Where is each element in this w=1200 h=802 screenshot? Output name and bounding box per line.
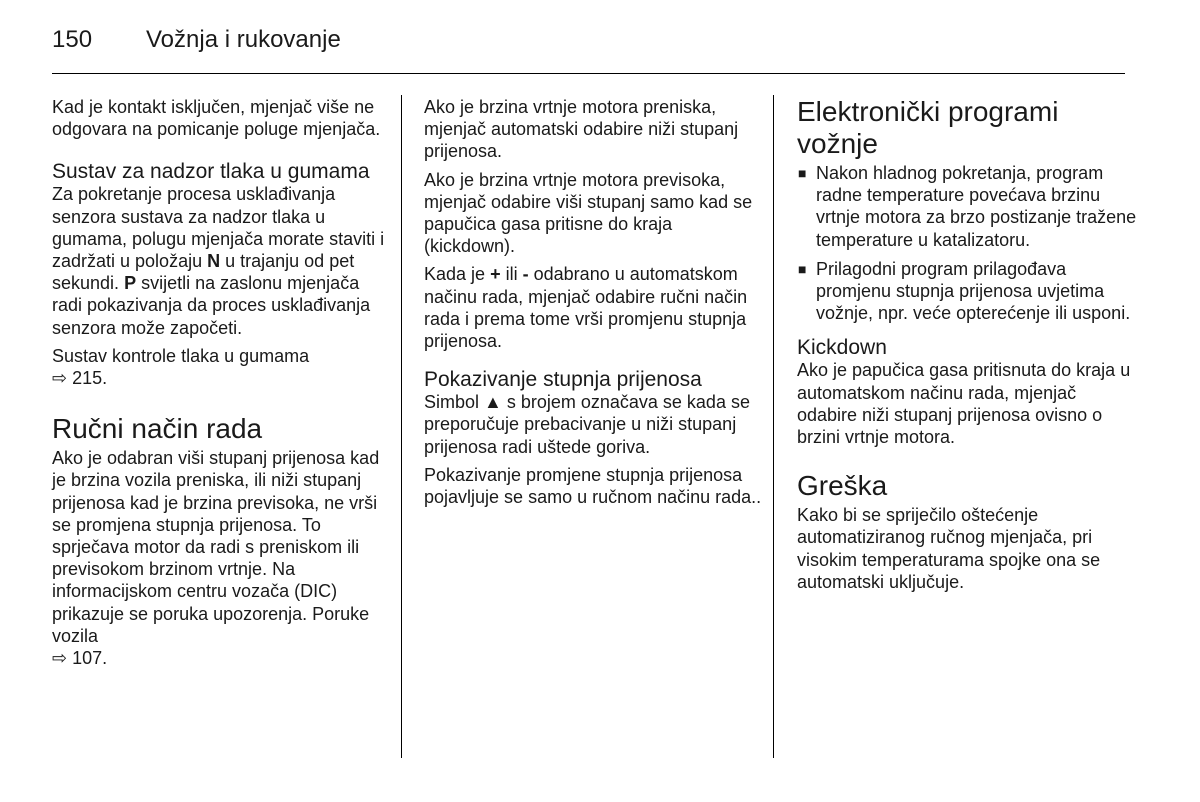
- column-left: [52, 96, 392, 675]
- tpms-text-a: Za pokretanje procesa usklađivanja senzora sustava za nadzor tlaka u gumama, polugu mjenjača morate staviti i zadržati u položaju: [52, 184, 385, 272]
- square-bullet-icon: ■: [798, 165, 807, 181]
- p3-text-c: odabrano u automatskom načinu rada, mjenjač odabire ručni način rada i prema tome vrši promjenu stupnja prijenosa.: [424, 264, 748, 352]
- minus-symbol: -: [522, 264, 529, 285]
- page-number: 150: [52, 26, 93, 53]
- gear-indication-heading: Pokazivanje stupnja prijenosa: [424, 368, 702, 392]
- list-item: [797, 258, 1137, 325]
- plus-minus-paragraph: [424, 263, 764, 352]
- tpms-reference[interactable]: [52, 345, 392, 389]
- column-right: [797, 96, 1137, 599]
- square-bullet-icon: ■: [798, 260, 807, 277]
- column-middle: [424, 96, 764, 514]
- driving-programs-list: [797, 162, 1137, 324]
- chapter-title: Vožnja i rukovanje: [146, 26, 341, 53]
- high-rpm-paragraph: Ako je brzina vrtnje motora previsoka, mjenjač odabire viši stupanj samo kad se papučica gasa pritisne do kraja (kickdown).: [424, 169, 753, 257]
- tpms-heading: Sustav za nadzor tlaka u gumama: [52, 160, 370, 184]
- column-divider-2: [773, 95, 774, 758]
- gear-position-n: N: [207, 251, 221, 272]
- page-header: [52, 24, 341, 56]
- gear-indication-paragraph: Simbol ▲ s brojem označava se kada se preporučuje prebacivanje u niži stupanj prijenosa radi uštede goriva.: [424, 392, 750, 457]
- manual-mode-heading: Ručni način rada: [52, 413, 263, 445]
- tpms-text-c: svijetli na zaslonu mjenjača radi pokazivanja da proces usklađivanja senzora može započeti.: [52, 273, 371, 338]
- tpms-paragraph: [52, 183, 392, 338]
- page-ref-arrow-icon: ⇨: [52, 648, 68, 669]
- column-divider-1: [401, 95, 402, 758]
- low-rpm-paragraph: Ako je brzina vrtnje motora preniska, mjenjač automatski odabire niži stupanj prijenosa.: [424, 97, 739, 162]
- tpms-ref-page[interactable]: 215.: [72, 368, 108, 389]
- gear-indication-paragraph-2: Pokazivanje promjene stupnja prijenosa pojavljuje se samo u ručnom načinu rada..: [424, 464, 762, 508]
- list-item: [797, 162, 1137, 251]
- manual-mode-text: Ako je odabran viši stupanj prijenosa kad je brzina vozila preniska, ili niži stupanj prijenosa kad je brzina previsoka, ne vrši se promjena stupnja prijenosa. To sprječava motor da radi s preniskom ili previsokom brzinom vrtnje. Na informacijskom centru vozača (DIC) prikazuje se poruka upozorenja. Poruke vozila: [52, 448, 380, 646]
- manual-mode-paragraph: [52, 447, 392, 669]
- header-rule: [52, 73, 1125, 74]
- kickdown-paragraph: Ako je papučica gasa pritisnuta do kraja u automatskom načinu rada, mjenjač odabire niži stupanj prijenosa ovisno o brzini vrtnje motora.: [797, 360, 1131, 448]
- plus-symbol: +: [490, 264, 501, 285]
- error-heading: Greška: [797, 470, 888, 502]
- p3-text-a: Kada je: [424, 264, 486, 285]
- manual-ref-page[interactable]: 107.: [72, 648, 108, 669]
- kickdown-heading: Kickdown: [797, 336, 887, 360]
- tpms-ref-text: Sustav kontrole tlaka u gumama: [52, 345, 310, 366]
- tpms-text-b: u trajanju od pet sekundi.: [52, 251, 355, 294]
- list-item-text: Nakon hladnog pokretanja, program radne temperature povećava brzinu vrtnje motora za brzo postizanje tražene temperature u katalizatoru.: [816, 163, 1137, 250]
- error-paragraph: Kako bi se spriječilo oštećenje automatiziranog ručnog mjenjača, pri visokim temperaturama spojke ona se automatski uključuje.: [797, 505, 1101, 592]
- list-item-text: Prilagodni program prilagođava promjenu stupnja prijenosa uvjetima vožnje, npr. veće opterećenje ili usponi.: [816, 258, 1131, 324]
- gear-position-p: P: [124, 273, 137, 294]
- p3-text-b: ili: [505, 264, 518, 285]
- intro-paragraph: Kad je kontakt isključen, mjenjač više ne odgovara na pomicanje poluge mjenjača.: [52, 97, 381, 140]
- page-ref-arrow-icon: ⇨: [52, 368, 68, 389]
- driving-programs-heading: Elektronički programi vožnje: [797, 96, 1059, 159]
